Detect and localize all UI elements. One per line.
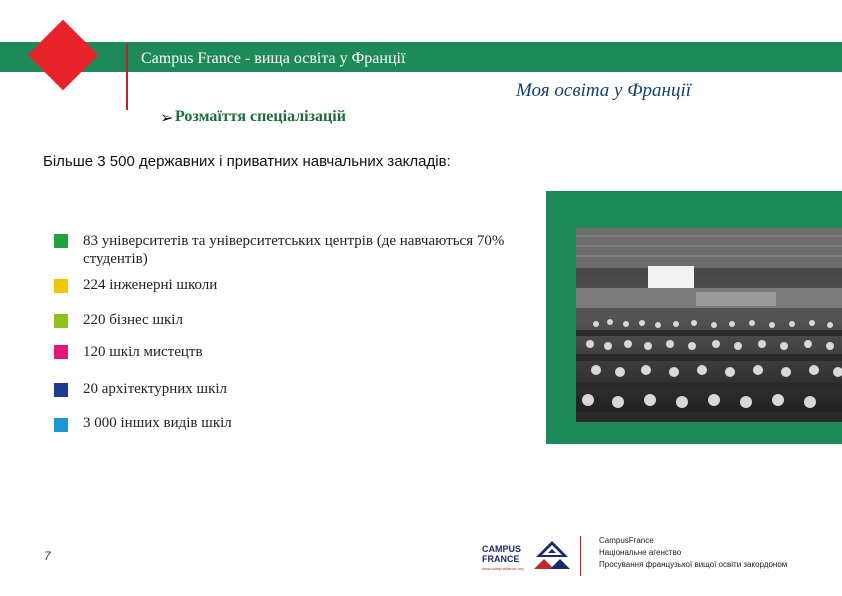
red-diamond-logo: [28, 20, 99, 91]
tagline: Моя освіта у Франції: [516, 80, 691, 101]
list-item: 220 бізнес шкіл: [83, 312, 183, 328]
bullet-square-icon: [54, 383, 68, 397]
list-item: 224 інженерні школи: [83, 277, 218, 293]
svg-text:FRANCE: FRANCE: [482, 554, 520, 564]
list-item: 20 архітектурних шкіл: [83, 381, 228, 397]
bullet-square-icon: [54, 345, 68, 359]
bullet-square-icon: [54, 234, 68, 248]
section-heading: Розмаїття спеціалізацій: [175, 108, 346, 125]
list-item: 83 університетів та університетських центрів (де навчаються 70% студентів): [83, 233, 505, 267]
bullet-square-icon: [54, 418, 68, 432]
intro-text: Більше 3 500 державних і приватних навчальних закладів:: [43, 153, 451, 170]
footer-agency: Національне агенство: [599, 548, 682, 557]
campus-france-logo: [482, 539, 572, 577]
bullet-square-icon: [54, 314, 68, 328]
footer-org-name: CampusFrance: [599, 536, 654, 545]
arrow-bullet-icon: ➢: [160, 110, 174, 127]
svg-text:CAMPUS: CAMPUS: [482, 544, 522, 554]
header-title: Campus France - вища освіта у Франції: [141, 50, 406, 67]
footer-divider: [580, 536, 581, 576]
header-divider: [126, 44, 128, 110]
lecture-hall-photo: [576, 228, 842, 422]
footer-mission: Просування французької вищої освіти закордоном: [599, 560, 788, 569]
list-item: 120 шкіл мистецтв: [83, 344, 203, 360]
svg-text:www.campusfrance.org: www.campusfrance.org: [482, 566, 524, 571]
bullet-square-icon: [54, 279, 68, 293]
list-item: 3 000 інших видів шкіл: [83, 415, 232, 431]
page-number: 7: [44, 549, 51, 563]
